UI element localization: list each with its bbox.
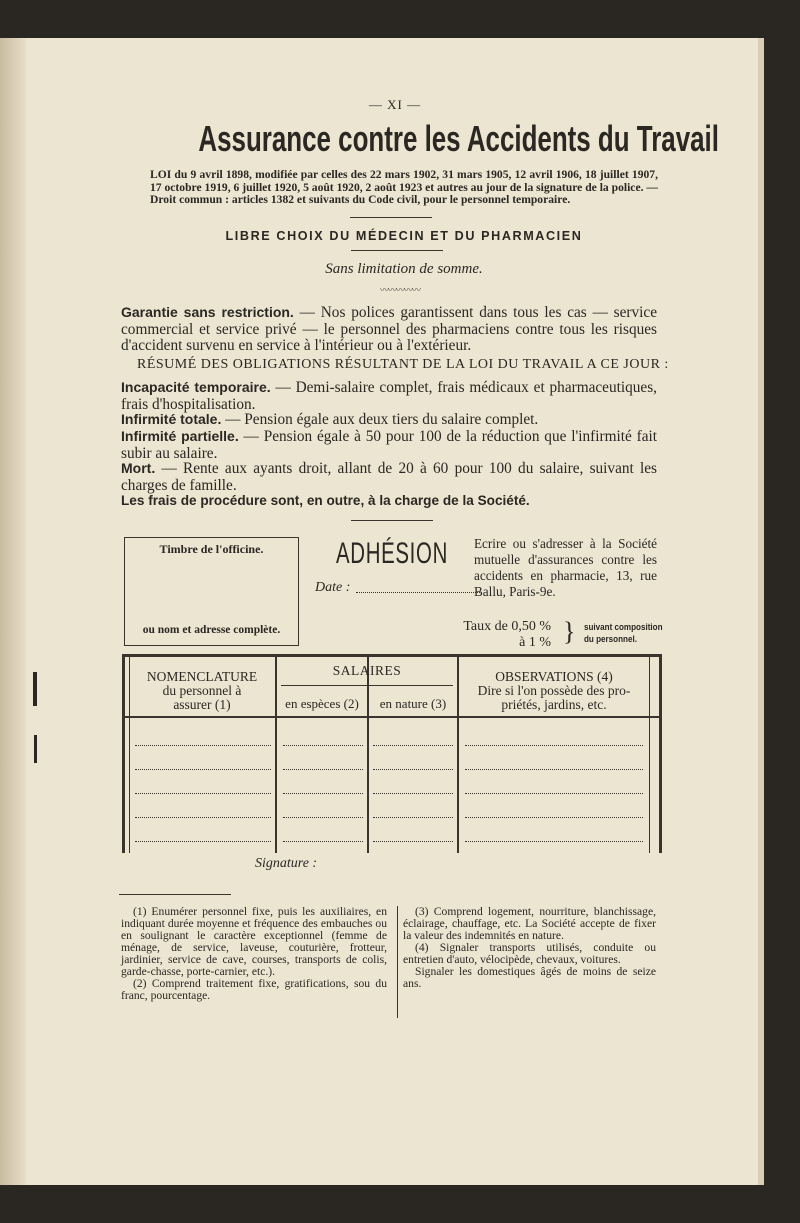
margin-mark [33, 672, 37, 706]
header-line: OBSERVATIONS (4) [495, 669, 613, 684]
page-number: — XI — [368, 97, 422, 112]
table-row[interactable] [135, 841, 271, 842]
adhesion-heading: ADHÉSION [336, 537, 448, 570]
table-row[interactable] [135, 745, 271, 746]
divider [351, 250, 443, 251]
taux-note [584, 622, 663, 646]
col-nomenclature-header [129, 670, 275, 712]
footnotes-right [403, 906, 656, 990]
table-row[interactable] [135, 817, 271, 818]
taux-rate [441, 619, 551, 651]
footnote-rule [119, 894, 231, 895]
page-edge [758, 38, 764, 1185]
table-cell[interactable] [373, 769, 453, 770]
table-row[interactable] [135, 769, 271, 770]
footnote: (1) Enumérer personnel fixe, puis les auxiliaires, en indiquant durée moyenne et fréquence des embauches ou en soulignant le caractère exceptionnel (femme de ménage, de service, laveuse, couturière, frotteur, jardinier, service de cave, courses, transports de colis, garde-chasse, porte-carnier, etc.). [121, 905, 387, 978]
table-cell[interactable] [283, 793, 363, 794]
table-row[interactable] [135, 793, 271, 794]
timbre-label: Timbre de l'officine. [159, 542, 264, 556]
obligation-text: — Demi-salaire complet, frais médicaux et pharmaceutiques, frais d'hospitalisation. [121, 379, 657, 413]
header-line: priétés, jardins, etc. [501, 697, 607, 712]
table-cell[interactable] [373, 817, 453, 818]
signature-label: Signature : [255, 856, 318, 871]
taux-line-2: à 1 % [519, 635, 551, 650]
obligation-text: — Pension égale aux deux tiers du salaire complet. [221, 411, 539, 428]
garantie-text: — Nos polices garantissent dans tous les cas — service commercial et service privé — le personnel des pharmaciens contre tous les risques d'accident survenu en service à l'intérieur ou à l'extérieur. [121, 304, 657, 354]
table-inner-border [649, 657, 650, 853]
table-cell[interactable] [283, 841, 363, 842]
ecrire-address: Ecrire ou s'adresser à la Société mutuelle d'assurances contre les accidents en pharmacie, 13, rue Ballu, Paris-9e. [474, 536, 657, 599]
margin-mark [34, 735, 37, 763]
taux-line-1: Taux de 0,50 % [463, 619, 551, 634]
table-cell[interactable] [373, 793, 453, 794]
obligation-item [121, 411, 657, 429]
divider [351, 520, 433, 521]
document-page [0, 38, 758, 1185]
table-cell[interactable] [465, 793, 643, 794]
page-spine [0, 38, 26, 1185]
timbre-box [124, 537, 299, 646]
timbre-address-label: ou nom et adresse complète. [142, 624, 281, 636]
obligation-text: — Pension égale à 50 pour 100 de la réduction que l'infirmité fait subir au salaire. [121, 428, 657, 462]
garantie-paragraph [121, 304, 657, 355]
garantie-label: Garantie sans restriction. [121, 304, 294, 320]
header-line: NOMENCLATURE [146, 669, 258, 684]
header-line: Dire si l'on possède des pro- [477, 683, 631, 698]
libre-choix-heading: LIBRE CHOIX DU MÉDECIN ET DU PHARMACIEN [225, 229, 583, 243]
obligation-label: Incapacité temporaire. [121, 379, 271, 395]
column-divider [275, 657, 277, 853]
obligation-item [121, 428, 657, 462]
table-cell[interactable] [283, 745, 363, 746]
personnel-table [122, 654, 662, 853]
table-cell[interactable] [465, 769, 643, 770]
obligation-label: Infirmité totale. [121, 411, 222, 427]
footnote: (3) Comprend logement, nourriture, blanchissage, éclairage, chauffage, etc. La Société accepte de fixer la valeur des indemnités en nature. [403, 905, 656, 942]
table-cell[interactable] [465, 745, 643, 746]
footnote-divider [397, 906, 398, 1018]
col-observations-header [459, 670, 649, 712]
col-especes-header: en espèces (2) [285, 696, 359, 711]
ornament: 〰〰〰〰〰 [379, 285, 420, 295]
frais-statement: Les frais de procédure sont, en outre, à la charge de la Société. [121, 493, 530, 508]
header-line: assurer (1) [173, 697, 231, 712]
obligation-item [121, 460, 657, 494]
salaires-header: SALAIRES [332, 663, 402, 678]
col-nature-header: en nature (3) [379, 696, 447, 711]
divider [350, 217, 432, 218]
taux-note-2: du personnel. [584, 634, 637, 645]
footnotes-left [121, 906, 387, 1002]
salaires-rule [281, 685, 453, 686]
table-cell[interactable] [465, 817, 643, 818]
date-label: Date : [315, 580, 351, 595]
footnote: (4) Signaler transports utilisés, conduite ou entretien d'auto, vélocipède, chevaux, voitures. [403, 941, 656, 966]
brace-icon: } [563, 617, 576, 646]
sans-limitation: Sans limitation de somme. [325, 261, 483, 277]
obligation-item [121, 379, 657, 413]
obligation-label: Infirmité partielle. [121, 428, 239, 444]
table-cell[interactable] [465, 841, 643, 842]
taux-note-1: suivant composition [584, 622, 663, 633]
table-cell[interactable] [373, 841, 453, 842]
page-title: Assurance contre les Accidents du Travail [198, 118, 719, 159]
resume-heading: RÉSUMÉ DES OBLIGATIONS RÉSULTANT DE LA LOI DU TRAVAIL A CE JOUR : [137, 357, 669, 372]
date-field[interactable] [356, 580, 480, 593]
footnote: Signaler les domestiques âgés de moins de seize ans. [403, 965, 656, 990]
footnote: (2) Comprend traitement fixe, gratifications, sou du franc, pourcentage. [121, 977, 387, 1002]
column-divider [367, 657, 369, 853]
table-cell[interactable] [283, 817, 363, 818]
table-cell[interactable] [283, 769, 363, 770]
header-line: du personnel à [162, 683, 242, 698]
obligation-label: Mort. [121, 460, 156, 476]
law-text: LOI du 9 avril 1898, modifiée par celles des 22 mars 1902, 31 mars 1905, 12 avril 1906, 18 juillet 1907, 17 octobre 1919, 6 juillet 1920, 5 août 1920, 2 août 1923 et autres au jour de la signature de la police. — Droit commun : articles 1382 et suivants du Code civil, pour le personnel temporaire. [150, 168, 658, 206]
obligation-text: — Rente aux ayants droit, allant de 20 à 60 pour 100 du salaire, suivant les charges de famille. [121, 460, 657, 494]
header-rule [125, 716, 659, 718]
table-cell[interactable] [373, 745, 453, 746]
